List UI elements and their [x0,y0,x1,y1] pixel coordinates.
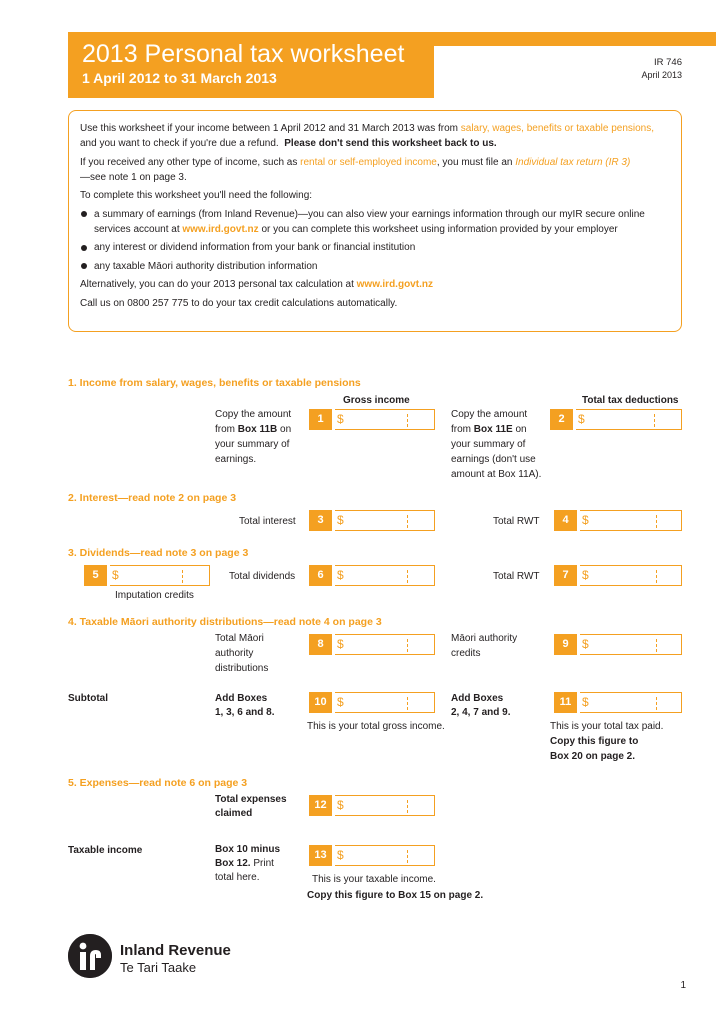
box-2-input[interactable] [576,409,682,430]
form-code [641,56,682,81]
s1-right-line: your summary of [451,439,526,450]
total-tax-heading: Total tax deductions [582,395,679,406]
dollar-sign: $ [582,695,589,709]
s1-left-line: earnings. [215,454,257,465]
dollar-sign: $ [337,568,344,582]
s1-right-line: on [512,424,527,435]
intro-p3: To complete this worksheet you'll need the following: [80,190,313,201]
ird-link[interactable]: www.ird.govt.nz [356,279,433,290]
cents-divider [407,850,408,863]
intro-p1-text-b: and you want to check if you're due a refund. [80,138,279,149]
bullet-3-text: any taxable Māori authority distribution information [94,260,318,272]
inland-revenue-logo-icon [68,934,112,978]
ti-line: total here. [215,872,260,883]
bullet-1-text-b: or you can complete this worksheet using information provided by your employer [258,223,618,235]
s1-right-line: earnings (don't use [451,454,536,465]
box-7-input[interactable] [580,565,682,586]
intro-p2-highlight[interactable]: rental or self-employed income [300,156,437,168]
s1-right-box-ref: Box 11E [473,424,513,435]
cents-divider [656,570,657,583]
box-number-6: 6 [309,565,332,586]
section-3-title: 3. Dividends—read note 3 on page 3 [68,547,249,559]
box-8-input[interactable] [335,634,435,655]
cents-divider [407,697,408,710]
s4-right-line: Māori authority [451,633,518,644]
section-2-title: 2. Interest—read note 2 on page 3 [68,492,237,504]
s5-line: Total expenses [215,794,287,805]
page-title: 2013 Personal tax worksheet [82,40,405,68]
bullet-item [80,207,671,237]
intro-p1-highlight: salary, wages, benefits or taxable pensions, [460,123,655,134]
maori-distributions-label [215,631,268,676]
dollar-sign: $ [582,568,589,582]
ti-line-bold: Box 12. [215,858,251,869]
box-5-input[interactable] [110,565,210,586]
maori-credits-label [451,631,517,661]
s1-right-line: Copy the amount [451,409,528,420]
box-number-4: 4 [554,510,577,531]
intro-p4 [80,277,671,292]
bullet-item [80,259,671,274]
dollar-sign: $ [582,513,589,527]
total-gross-income-note: This is your total gross income. [307,721,445,732]
cents-divider [407,639,408,652]
gross-income-heading: Gross income [343,395,410,406]
dollar-sign: $ [112,568,119,582]
intro-p2-text-b: , you must file an [436,156,516,168]
sub-left-line: Add Boxes [215,693,268,704]
total-tax-paid-note: This is your total tax paid. [550,721,664,732]
section-4-title: 4. Taxable Māori authority distributions—read note 4 on page 3 [68,616,382,628]
logo-text-maori: Te Tari Taake [120,960,197,975]
ir3-link[interactable]: Individual tax return (IR 3) [515,156,631,168]
copy-to-box-15-note: Copy this figure to Box 15 on page 2. [307,890,484,901]
s4-right-line: credits [451,648,481,659]
box-3-input[interactable] [335,510,435,531]
cents-divider [656,515,657,528]
dollar-sign: $ [337,798,344,812]
s1-right-line: from [451,424,474,435]
total-expenses-label [215,793,287,821]
box-12-input[interactable] [335,795,435,816]
s4-left-line: Total Māori [215,633,264,644]
logo-text-english: Inland Revenue [120,942,231,959]
box-number-7: 7 [554,565,577,586]
cents-divider [407,414,408,427]
intro-p2-text: If you received any other type of income, such as [80,156,301,168]
dollar-sign: $ [578,412,585,426]
total-interest-label: Total interest [239,516,296,527]
total-dividends-label: Total dividends [229,571,296,582]
cents-divider [654,414,655,427]
subtotal-right-instruction [451,692,510,720]
cents-divider [407,570,408,583]
cents-divider [407,515,408,528]
dollar-sign: $ [582,637,589,651]
dollar-sign: $ [337,695,344,709]
cents-divider [656,639,657,652]
box-number-5: 5 [84,565,107,586]
s1-left-line: on [277,424,292,435]
bullet-icon [81,263,87,269]
box-number-8: 8 [309,634,332,655]
cents-divider [656,697,657,710]
s4-left-line: authority [215,648,254,659]
box-10-input[interactable] [335,692,435,713]
s4-left-line: distributions [215,663,269,674]
ird-link[interactable]: www.ird.govt.nz [182,223,259,235]
box-number-3: 3 [309,510,332,531]
box-number-13: 13 [309,845,332,866]
bullet-item [80,240,671,255]
sub-left-line: 1, 3, 6 and 8. [215,707,275,718]
subtotal-left-instruction [215,692,274,720]
s1-left-line: your summary of [215,439,290,450]
intro-box [68,110,682,332]
form-code-date: April 2013 [641,70,682,80]
box-number-12: 12 [309,795,332,816]
s1-left-box-ref: Box 11B [237,424,278,435]
box-6-input[interactable] [335,565,435,586]
s1-left-line: Copy the amount [215,409,292,420]
bullet-icon [81,211,87,217]
dollar-sign: $ [337,513,344,527]
bullet-1-text: a summary of earnings (from Inland Revenue)—you can also view your earnings information through our myIR secure online services account at [94,208,645,235]
cents-divider [407,800,408,813]
total-rwt-label: Total RWT [493,516,540,527]
bullet-icon [81,245,87,251]
intro-p2-text-c: —see note 1 on page 3. [80,171,187,183]
cents-divider [182,570,183,583]
s5-line: claimed [215,808,253,819]
intro-p2 [80,155,671,185]
dollar-sign: $ [337,637,344,651]
sub-right-line: 2, 4, 7 and 9. [451,707,511,718]
s1-right-line: amount at Box 11A). [451,469,542,480]
taxable-income-instruction [215,843,280,885]
copy-to-box-20-note [550,734,638,764]
subtotal-label: Subtotal [68,693,108,704]
copy-note-line: Box 20 on page 2. [550,751,636,762]
box-1-input[interactable] [335,409,435,430]
s1-left-desc [215,407,291,467]
header-strip [434,32,716,46]
intro-p4-text: Alternatively, you can do your 2013 personal tax calculation at [80,279,357,290]
dollar-sign: $ [337,412,344,426]
s1-left-line: from [215,424,238,435]
sub-right-line: Add Boxes [451,693,504,704]
ti-line: Box 10 minus [215,844,281,855]
box-number-1: 1 [309,409,332,430]
s1-right-desc [451,407,541,482]
section-5-title: 5. Expenses—read note 6 on page 3 [68,777,248,789]
page-subtitle: 1 April 2012 to 31 March 2013 [82,70,277,86]
box-9-input[interactable] [580,634,682,655]
page-number: 1 [680,980,686,991]
imputation-credits-label: Imputation credits [115,590,194,601]
intro-p1-text: Use this worksheet if your income between 1 April 2012 and 31 March 2013 was from [80,123,461,134]
header-banner [68,32,434,98]
box-4-input[interactable] [580,510,682,531]
bullet-2-text: any interest or dividend information from your bank or financial institution [94,242,416,253]
box-number-9: 9 [554,634,577,655]
box-number-10: 10 [309,692,332,713]
taxable-income-note: This is your taxable income. [312,874,436,885]
box-11-input[interactable] [580,692,682,713]
dividend-rwt-label: Total RWT [493,571,540,582]
box-number-2: 2 [550,409,573,430]
intro-p1 [80,121,671,151]
copy-note-line: Copy this figure to [550,736,639,747]
dollar-sign: $ [337,848,344,862]
intro-p1-bold: Please don't send this worksheet back to us. [284,138,497,149]
ti-line: Print [250,858,274,869]
taxable-income-label: Taxable income [68,845,143,856]
form-code-number: IR 746 [654,57,682,68]
box-13-input[interactable] [335,845,435,866]
logo-mark-icon [68,934,112,978]
section-1-title: 1. Income from salary, wages, benefits or taxable pensions [68,377,361,389]
box-number-11: 11 [554,692,577,713]
intro-p5: Call us on 0800 257 775 to do your tax credit calculations automatically. [80,297,398,309]
